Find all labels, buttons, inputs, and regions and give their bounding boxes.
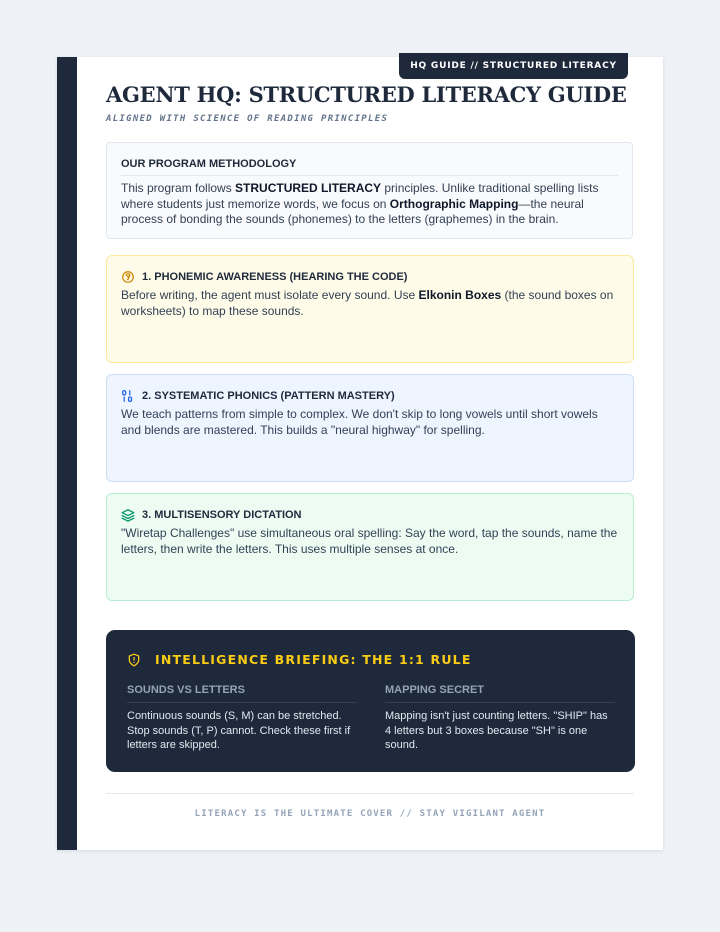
column-title: SOUNDS VS LETTERS: [127, 684, 357, 703]
header-tab: HQ GUIDE // STRUCTURED LITERACY: [399, 53, 628, 79]
card-text: "Wiretap Challenges" use simultaneous oral spelling: Say the word, tap the sounds, name the letters, then write the letters. This uses multiple senses at once.: [121, 526, 618, 556]
guide-page: [57, 57, 663, 850]
card-text: We teach patterns from simple to complex. We don't skip to long vowels until short vowels and blends are mastered. This builds a "neural highway" for spelling.: [121, 407, 598, 437]
card-title: 3. MULTISENSORY DICTATION: [142, 509, 302, 521]
methodology-emphasis-1: STRUCTURED LITERACY: [235, 181, 382, 195]
shield-icon: [127, 653, 141, 667]
binary-icon: [121, 389, 135, 403]
footer-divider: [106, 793, 634, 794]
side-accent-bar: [57, 57, 77, 850]
page-subtitle: ALIGNED WITH SCIENCE OF READING PRINCIPLES: [106, 114, 389, 124]
intelligence-briefing: [106, 630, 635, 772]
column-title: MAPPING SECRET: [385, 684, 615, 703]
methodology-title: OUR PROGRAM METHODOLOGY: [121, 158, 618, 176]
footer-text: LITERACY IS THE ULTIMATE COVER // STAY VIGILANT AGENT: [194, 809, 546, 819]
card-title: 1. PHONEMIC AWARENESS (HEARING THE CODE): [142, 271, 408, 283]
phonemic-awareness-card: [106, 255, 634, 363]
column-text: Mapping isn't just counting letters. "SHIP" has 4 letters but 3 boxes because "SH" is one sound.: [385, 710, 608, 751]
methodology-emphasis-2: Orthographic Mapping: [389, 196, 519, 211]
ear-icon: [121, 270, 135, 284]
page-title: AGENT HQ: STRUCTURED LITERACY GUIDE: [106, 82, 627, 107]
card-text: Before writing, the agent must isolate every sound. Use Elkonin Boxes (the sound boxes on worksheets) to map these sounds.: [121, 288, 614, 318]
card-title: 2. SYSTEMATIC PHONICS (PATTERN MASTERY): [142, 390, 395, 402]
briefing-column-mapping: [385, 684, 615, 753]
methodology-text: This program follows STRUCTURED LITERACY principles. Unlike traditional spelling lists where students just memorize words, we focus on Orthographic Mapping—the neural process of bonding the sounds (phonemes) to the letters (graphemes) in the brain.: [121, 181, 599, 226]
layers-icon: [121, 508, 135, 522]
systematic-phonics-card: [106, 374, 634, 482]
column-text: Continuous sounds (S, M) can be stretched. Stop sounds (T, P) cannot. Check these first if letters are skipped.: [127, 710, 351, 751]
briefing-column-sounds: [127, 684, 357, 753]
briefing-title: INTELLIGENCE BRIEFING: THE 1:1 RULE: [155, 652, 472, 667]
card-emphasis: Elkonin Boxes: [418, 288, 502, 302]
methodology-box: [106, 142, 633, 239]
multisensory-dictation-card: [106, 493, 634, 601]
